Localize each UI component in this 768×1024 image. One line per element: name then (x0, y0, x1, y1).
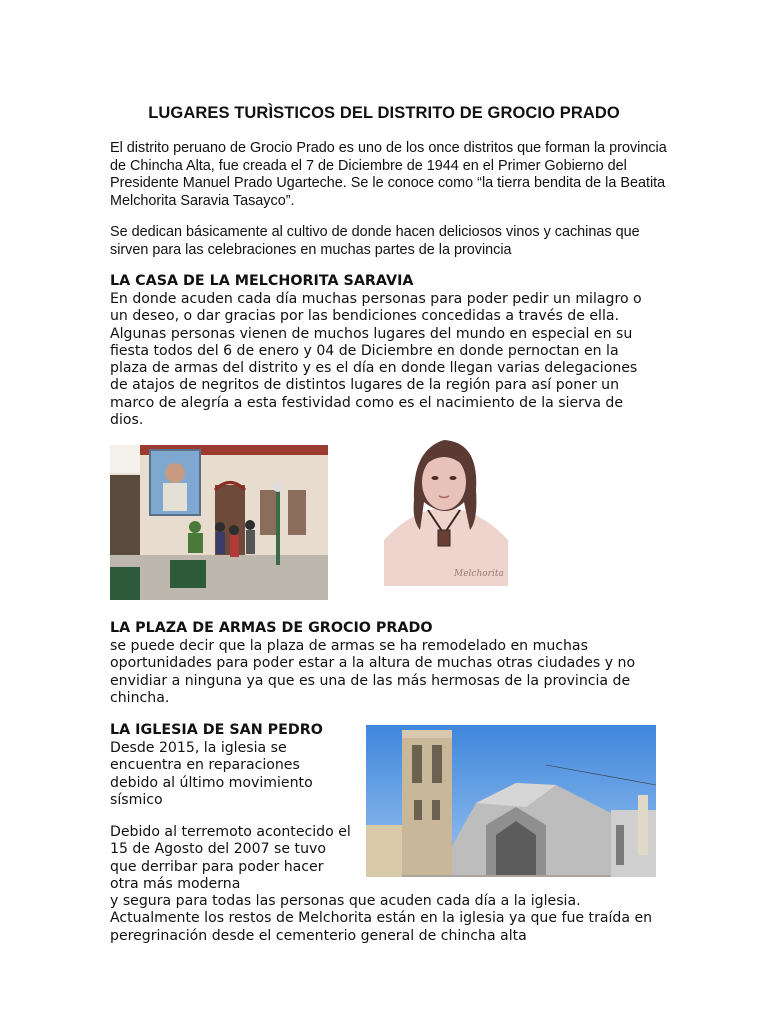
iglesia-paragraph-2: Debido al terremoto acontecido el 15 de Agosto del 2007 se tuvo que derribar para poder hacer otra más moderna (110, 824, 351, 892)
intro-paragraph-1: El distrito peruano de Grocio Prado es uno de los once distritos que forman la provincia de Chincha Alta, fue creada el 7 de Diciembre de 1944 en el Primer Gobierno del Presidente Manuel Prado Ugarteche. Se le conoce como “la tierra bendita de la Beatita Melchorita Saravia Tasayco”. (110, 140, 667, 209)
intro-paragraph-2: Se dedican básicamente al cultivo de donde hacen deliciosos vinos y cachinas que sirven para las celebraciones en muchas partes de la provincia (110, 224, 640, 258)
heading-plaza-armas: LA PLAZA DE ARMAS DE GROCIO PRADO (110, 620, 433, 636)
casa-melchorita-photo (110, 445, 328, 600)
page-title: LUGARES TURÌSTICOS DEL DISTRITO DE GROCIO PRADO (148, 104, 620, 122)
heading-iglesia-san-pedro: LA IGLESIA DE SAN PEDRO (110, 722, 323, 738)
iglesia-paragraph-1: Desde 2015, la iglesia se encuentra en reparaciones debido al último movimiento sísmico (110, 740, 313, 808)
plaza-paragraph: se puede decir que la plaza de armas se ha remodelado en muchas oportunidades para poder estar a la altura de muchas otras ciudades y no envidiar a ninguna ya que es una de las más hermosas de la provincia de chincha. (110, 638, 636, 706)
portrait-signature: Melchorita (454, 569, 504, 579)
melchorita-portrait (384, 430, 508, 586)
heading-casa-melchorita: LA CASA DE LA MELCHORITA SARAVIA (110, 273, 414, 289)
iglesia-paragraph-3: y segura para todas las personas que acuden cada día a la iglesia. Actualmente los restos de Melchorita están en la iglesia ya que fue traída en peregrinación desde el cementerio general de chincha alta (110, 893, 653, 944)
iglesia-san-pedro-photo (366, 725, 656, 877)
casa-paragraph: En donde acuden cada día muchas personas para poder pedir un milagro o un deseo, o dar gracias por las bendiciones concedidas a través de ella. Algunas personas vienen de muchos lugares del mundo en especial en su fiesta todos del 6 de enero y 04 de Diciembre en donde pernoctan en la plaza de armas del distrito y es el día en donde llegan varias delegaciones de atajos de negritos de distintos lugares de la región para así poner un marco de alegría a esta festividad como es el nacimiento de la sierva de dios. (110, 291, 642, 429)
